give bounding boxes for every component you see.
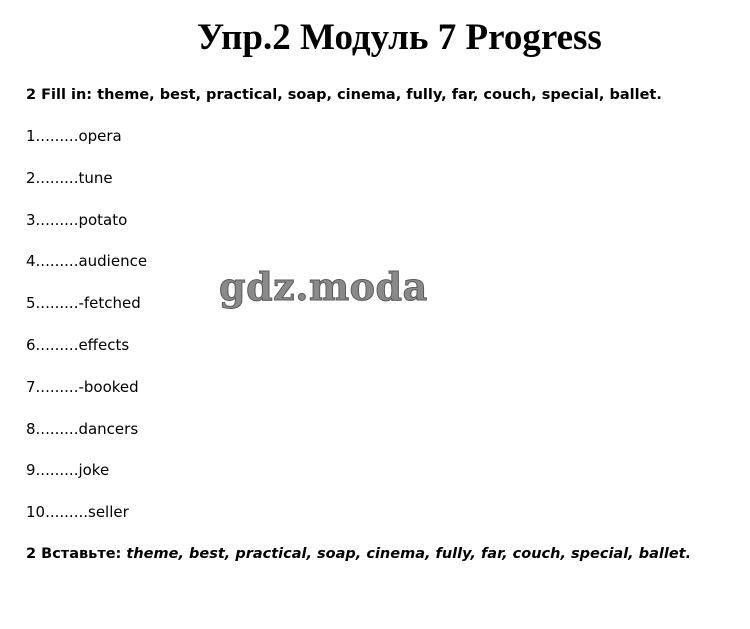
exercise-item: 7.........-booked (26, 377, 139, 396)
exercise-item: 3.........potato (26, 210, 128, 229)
page-title: Упр.2 Модуль 7 Progress (197, 17, 602, 58)
exercise-item-list (26, 125, 147, 543)
russian-instruction-words: theme, best, practical, soap, cinema, fully, far, couch, special, ballet. (126, 546, 692, 562)
exercise-instruction: 2 Fill in: theme, best, practical, soap, cinema, fully, far, couch, special, ballet. (26, 87, 662, 103)
exercise-item: 6.........effects (26, 335, 130, 354)
exercise-item: 9.........joke (26, 461, 110, 480)
exercise-item: 4.........audience (26, 252, 148, 271)
exercise-item: 2.........tune (26, 168, 113, 187)
watermark-logo: gdz.moda (219, 264, 428, 309)
exercise-item: 1.........opera (26, 127, 122, 145)
exercise-item: 8.........dancers (26, 419, 139, 438)
russian-instruction (26, 543, 691, 565)
exercise-item: 5.........-fetched (26, 294, 141, 313)
exercise-item: 10.........seller (26, 503, 129, 522)
russian-instruction-lead: 2 Вставьте: (26, 546, 127, 562)
